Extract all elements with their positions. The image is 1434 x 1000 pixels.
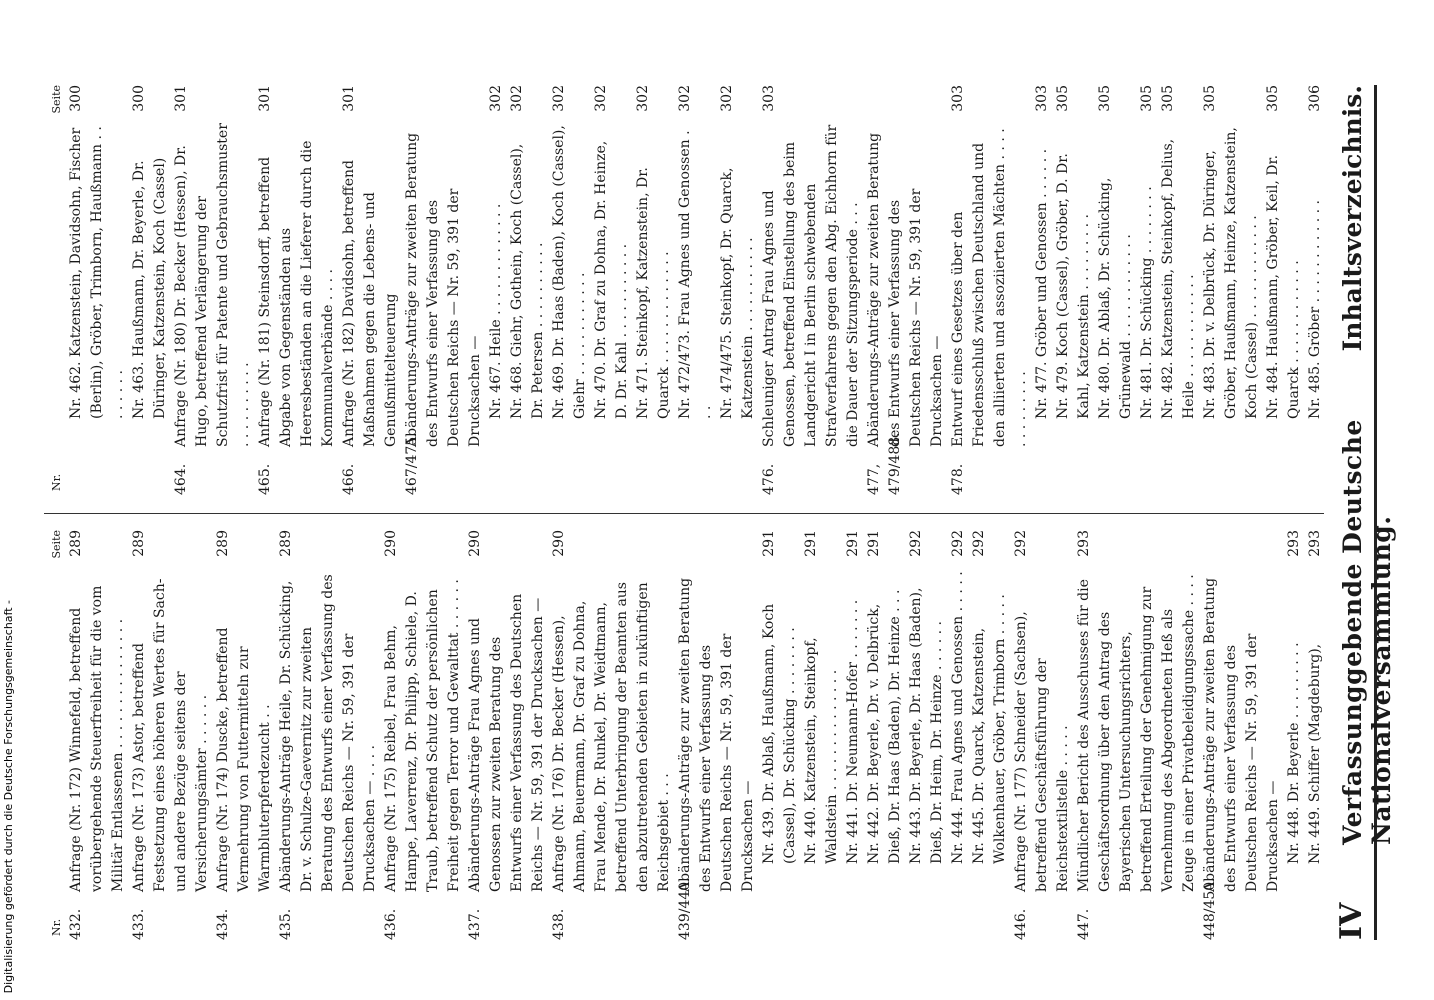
entry-text: Nr. 469. Dr. Haas (Baden), Koch (Cassel), Giehr . . . . . . . . . . . . [551,125,588,419]
entry-page: 301 [341,85,357,112]
toc-entry [906,530,948,940]
nr-label: Nr. [50,918,63,936]
toc-entry [465,530,549,940]
toc-entry [129,85,171,495]
left-column [44,530,1324,940]
entry-text: Nr. 468. Giehr, Gothein, Koch (Cassel), Dr. Petersen . . . . . . . . . . [509,143,546,419]
entry-text: Anfrage (Nr. 177) Schneider (Sachsen), betreffend Geschäftsführung der Reichstextilstelle . . . . . [1013,611,1071,892]
toc-entry [717,85,759,495]
toc-entry [633,85,675,495]
entry-page: 292 [971,530,987,557]
entry-text: Nr. 445. Dr. Quarck, Katzenstein, Wolkenhauer, Gröber, Trimborn . . . . . [971,594,1008,864]
entry-text: Anfrage (Nr. 176) Dr. Becker (Hessen), Ahmann, Beuermann, Dr. Graf zu Dohna, Frau Mende, Dr. Runkel, Dr. Weidtmann, betreffend Unterbringung der Beamten aus den abzutretenden Gebieten in zukünftigen Reichsgebiet . . . [551,582,672,892]
toc-entry [1137,85,1158,495]
toc-entry [864,85,948,495]
entry-number: 437. [467,908,483,940]
entry-number: 478. [950,463,966,495]
page-subtitle: Inhaltsverzeichnis. [1338,85,1367,352]
entry-text: Abänderungs-Anträge zur zweiten Beratung des Entwurfs einer Verfassung des Deutschen Reichs — Nr. 59, 391 der Drucksachen — [866,132,945,447]
entry-page: 293 [1286,530,1302,557]
entry-text: Abänderungs-Anträge zur zweiten Beratung des Entwurfs einer Verfassung des Deutschen Reichs — Nr. 59, 391 der Drucksachen — [1202,577,1281,892]
entry-text: Nr. 467. Heile . . . . . . . . . . . . . [488,203,504,419]
entry-text: Anfrage (Nr. 181) Steinsdorff, betreffend Abgabe von Gegenständen aus Heeresbeständen an die Lieferer durch die Kommunalverbände . . . . [257,140,336,447]
entry-text: Abänderungs-Anträge Frau Agnes und Genossen zur zweiten Beratung des Entwurfs einer Verfassung des Deutschen Reichs — Nr. 59, 391 der Drucksachen — [467,593,546,892]
entry-page: 291 [761,530,777,557]
entry-number: 464. [173,463,189,495]
entry-text: Nr. 481. Dr. Schücking . . . . . . . . [1139,186,1155,419]
column-divider [44,513,1324,514]
entry-page: 306 [1307,85,1323,112]
entry-page: 291 [845,530,861,557]
entry-page: 305 [1139,85,1155,112]
entry-page: 289 [68,530,84,557]
entry-page: 289 [131,530,147,557]
toc-entry [864,530,906,940]
rotated-page [0,40,1434,1000]
entry-page: 305 [1160,85,1176,112]
toc-entry [759,85,864,495]
toc-entry [1305,530,1324,940]
entry-page: 305 [1265,85,1281,112]
entry-page: 292 [908,530,924,557]
entry-text: Anfrage (Nr. 180) Dr. Becker (Hessen), Dr. Hugo, betreffend Verlängerung der Schutzfrist für Patente und Gebrauchsmuster . . . . . . . . . . [173,123,252,447]
entry-text: Anfrage (Nr. 175) Reibel, Frau Behm, Hampe, Laverrenz, Dr. Philipp, Schiele, D. Traub, betreffend Schutz der persönlichen Freiheit gegen Terror und Gewalttat . . . . . . [383,579,462,892]
entry-page: 291 [866,530,882,557]
entry-text: Nr. 440. Katzenstein, Steinkopf, Waldstein . . . . . . . . . . . . . . [803,637,840,864]
entry-page: 291 [803,530,819,557]
entry-text: Anfrage (Nr. 174) Duscke, betreffend Vermehrung von Futtermitteln zur Warmbluterpferdezucht . . [215,627,273,892]
entry-page: 290 [551,530,567,557]
toc-entry [66,85,129,495]
toc-entry [1032,85,1053,495]
entry-number: 476. [761,463,777,495]
entry-text: Nr. 479. Koch (Cassel), Gröber, D. Dr. Kahl, Katzenstein . . . . . . . . . [1055,153,1092,419]
entry-page: 289 [215,530,231,557]
left-column-header [44,530,66,940]
entry-text: Nr. 470. Dr. Graf zu Dohna, Dr. Heinze, D. Dr. Kahl . . . . . . . . . . . [593,140,630,419]
entry-page: 301 [173,85,189,112]
right-entry-list [66,85,1324,495]
entry-text: Nr. 449. Schiffer (Magdeburg), [1307,643,1323,864]
toc-entry [1200,530,1284,940]
entry-text: Abänderungs-Anträge Heile, Dr. Schücking, Dr. v. Schulze-Gaevernitz zur zweiten Beratung des Entwurfs einer Verfassung des Deutschen Reichs — Nr. 59, 391 der Drucksachen — . . . . [278,574,378,892]
page-number-roman: IV [1334,902,1369,940]
toc-entry [255,85,339,495]
entry-text: Nr. 462. Katzenstein, Davidsohn, Fischer (Berlin), Gröber, Trimborn, Haußmann . . . . . . . . [68,126,126,419]
toc-entry [66,530,129,940]
toc-entry [843,530,864,940]
toc-entry [801,530,843,940]
seite-label: Seite [50,85,63,114]
page-header [1334,85,1396,940]
entry-text: Nr. 485. Gröber . . . . . . . . . . . . [1307,200,1323,419]
entry-page: 305 [1097,85,1113,112]
entry-page: 290 [383,530,399,557]
toc-entry [549,85,591,495]
entry-page: 289 [278,530,294,557]
toc-entry [1095,85,1137,495]
entry-page: 292 [950,530,966,557]
entry-page: 302 [488,85,504,112]
left-entry-list [66,530,1324,940]
entry-number: 432. [68,908,84,940]
entry-page: 305 [1055,85,1071,112]
entry-number: 435. [278,908,294,940]
toc-entry [171,85,255,495]
entry-text: Nr. 463. Haußmann, Dr. Beyerle, Dr. Düringer, Katzenstein, Koch (Cassel) [131,157,168,419]
entry-text: Nr. 439. Dr. Ablaß, Haußmann, Koch (Cassel), Dr. Schücking . . . . . . . . [761,603,798,864]
entry-number: 436. [383,908,399,940]
entry-text: Nr. 448. Dr. Beyerle . . . . . . . . . [1286,642,1302,864]
toc-entry [213,530,276,940]
entry-text: Abänderungs-Anträge zur zweiten Beratung des Entwurfs einer Verfassung des Deutschen Reichs — Nr. 59, 391 der Drucksachen — [404,132,483,447]
toc-entry [1053,85,1095,495]
toc-entry [339,85,402,495]
entry-text: Nr. 482. Katzenstein, Steinkopf, Delius, Heile . . . . . . . . . . . . [1160,138,1197,419]
entry-text: Nr. 474/475. Steinkopf, Dr. Quarck, Katzenstein . . . . . . . . . . . [719,167,756,419]
entry-text: Nr. 484. Haußmann, Gröber, Keil, Dr. Quarck . . . . . . . . . . . . [1265,154,1302,419]
toc-entry [1284,530,1305,940]
entry-page: 302 [509,85,525,112]
toc-entry [1263,85,1305,495]
toc-entry [675,530,759,940]
entry-text: Nr. 471. Steinkopf, Katzenstein, Dr. Quarck . . . . . . . . . . . . . [635,167,672,419]
entry-number: 434. [215,908,231,940]
entry-number: 465. [257,463,273,495]
entry-page: 302 [635,85,651,112]
entry-page: 302 [677,85,693,112]
toc-entry [507,85,549,495]
toc-entry [969,530,1011,940]
entry-text: Nr. 472/473. Frau Agnes und Genossen . . . [677,130,714,419]
toc-entry [1305,85,1324,495]
entry-text: Nr. 441. Dr. Neumann-Hofer . . . . . . . [845,599,861,864]
seite-label: Seite [50,530,63,559]
toc-entry [1074,530,1200,940]
toc-entry [381,530,465,940]
toc-entry [591,85,633,495]
entry-page: 293 [1076,530,1092,557]
toc-entry [129,530,213,940]
entry-text: Nr. 443. Dr. Beyerle, Dr. Haas (Baden), Dieß, Dr. Heim, Dr. Heinze . . . . . . [908,587,945,864]
entry-page: 302 [719,85,735,112]
page-title: Verfassunggebende Deutsche Nationalversammlung. [1338,419,1396,845]
entry-page: 303 [761,85,777,112]
entry-page: 302 [593,85,609,112]
toc-entry [276,530,381,940]
nr-label: Nr. [50,473,63,491]
toc-entry [1011,530,1074,940]
entry-page: 303 [950,85,966,112]
toc-entry [675,85,717,495]
toc-entry [948,85,1032,495]
entry-number: 466. [341,463,357,495]
digitization-footer: Digitalisierung gefördert durch die Deutsche Forschungsgemeinschaft - [2,600,15,994]
entry-text: Abänderungs-Anträge zur zweiten Beratung des Entwurfs einer Verfassung des Deutschen Reichs — Nr. 59, 391 der Drucksachen — [677,577,756,892]
entry-page: 292 [1013,530,1029,557]
entry-page: 301 [257,85,273,112]
toc-entry [486,85,507,495]
entry-number: 433. [131,908,147,940]
entry-page: 305 [1202,85,1218,112]
entry-number: 447. [1076,908,1092,940]
entry-text: Anfrage (Nr. 173) Astor, betreffend Festsetzung eines höheren Wertes für Sach- und andere Bezüge seitens der Versicherungsämter . . . . . . [131,578,210,892]
entry-text: Nr. 477. Gröber und Genossen . . . . . . [1034,148,1050,419]
right-column-header [44,85,66,495]
toc-entry [402,85,486,495]
entry-page: 293 [1307,530,1323,557]
toc-entry [1200,85,1263,495]
entry-text: Nr. 444. Frau Agnes und Genossen . . . . . [950,571,966,864]
entry-number: 438. [551,908,567,940]
entry-text: Mündlicher Bericht des Ausschusses für die Geschäftsordnung über den Antrag des Bayerischen Untersuchungsrichters, betreffend Erteilung der Genehmigung zur Vernehmung des Abgeordneten Heß als Zeuge in einer Privatbeleidigungssache . . . . [1076,574,1197,892]
entry-text: Nr. 442. Dr. Beyerle, Dr. v. Delbrück, Dieß, Dr. Haas (Baden), Dr. Heinze . . . [866,589,903,864]
entry-page: 300 [68,85,84,112]
entry-number: 439/440. [677,877,693,940]
toc-entry [948,530,969,940]
entry-number: 467/475. [404,432,420,495]
entry-page: 290 [467,530,483,557]
entry-text: Entwurf eines Gesetzes über den Friedensschluß zwischen Deutschland und den alliierten und assoziierten Mächten . . . . . . . . . . . . . [950,128,1029,447]
toc-entry [549,530,675,940]
entry-number: 448/450. [1202,877,1218,940]
entry-page: 303 [1034,85,1050,112]
entry-text: Nr. 483. Dr. v. Delbrück, Dr. Düringer, Gröber, Haußmann, Heinze, Katzenstein, Koch (Cassel) . . . . . . . . . . . . [1202,127,1260,419]
entry-text: Nr. 480. Dr. Ablaß, Dr. Schücking, Grünewald . . . . . . . . . . . . [1097,177,1134,419]
right-column [44,85,1324,495]
toc-entry [759,530,801,940]
entry-number: 477, 479/488. [866,432,903,495]
entry-number: 446. [1013,908,1029,940]
entry-text: Anfrage (Nr. 172) Winnefeld, betreffend vorübergehende Steuerfreiheit für die vom Militär Entlassenen . . . . . . . . . . . . . . . [68,585,126,892]
toc-entry [1158,85,1200,495]
entry-text: Anfrage (Nr. 182) Davidsohn, betreffend Maßnahmen gegen die Lebens- und Genußmittelteuerung [341,160,399,447]
entry-text: Schleuniger Antrag Frau Agnes und Genossen, betreffend Einstellung des beim Landgericht I in Berlin schwebenden Strafverfahrens gegen den Abg. Eichhorn für die Dauer der Sitzungsperiode . . . [761,124,861,447]
entry-page: 302 [551,85,567,112]
entry-page: 300 [131,85,147,112]
